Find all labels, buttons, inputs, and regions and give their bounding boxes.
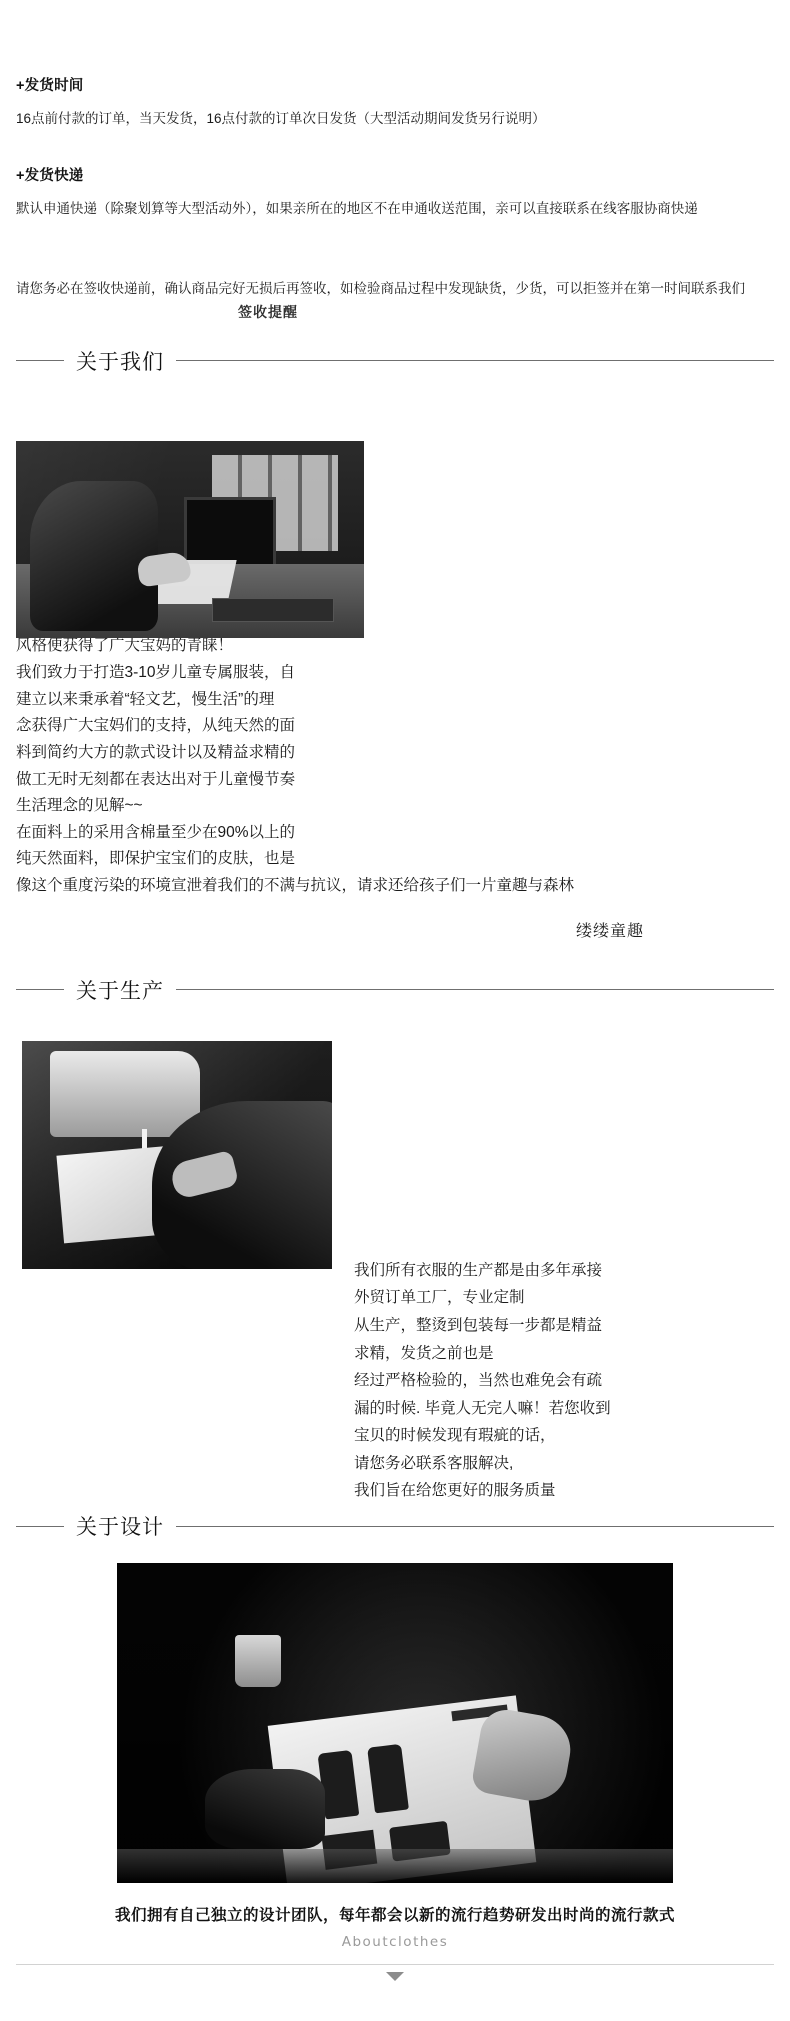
- production-line: 漏的时候. 毕竟人无完人嘛！若您收到: [354, 1399, 611, 1417]
- header-rule-right: [176, 1526, 774, 1527]
- about-us-line: 建立以来秉承着“轻文艺，慢生活”的理: [16, 690, 275, 708]
- about-us-title: 关于我们: [76, 349, 164, 374]
- spacer: [16, 220, 774, 278]
- sewing-machine-photo: [22, 1041, 332, 1269]
- office-desk-photo: [16, 441, 364, 638]
- design-caption: 我们拥有自己独立的设计团队，每年都会以新的流行趋势研发出时尚的流行款式: [114, 1907, 675, 1924]
- design-sketch-photo: [117, 1563, 673, 1883]
- scroll-down-caret[interactable]: [386, 1972, 404, 1981]
- about-us-full-line: 像这个重度污染的环境宣泄着我们的不满与抗议，请求还给孩子们一片童趣与森林: [16, 877, 575, 895]
- about-us-line: 念获得广大宝妈们的支持，从纯天然的面: [16, 717, 296, 735]
- person-arm-shape: [30, 481, 158, 631]
- production-line: 宝贝的时候发现有瑕疵的话，: [354, 1427, 556, 1445]
- shipping-info-section: [16, 0, 774, 320]
- header-rule-right: [176, 989, 774, 990]
- header-rule-left: [16, 1526, 64, 1527]
- about-us-line: 风格便获得了广大宝妈的青睐！: [16, 637, 234, 655]
- spacer: [16, 1981, 774, 2021]
- shipping-time-text: 16点前付款的订单，当天发货，16点付款的订单次日发货（大型活动期间发货另行说明）: [16, 111, 546, 126]
- bottom-divider: [16, 1964, 774, 1965]
- header-rule-left: [16, 989, 64, 990]
- production-body: [16, 1029, 774, 1505]
- design-title: 关于设计: [76, 1515, 164, 1539]
- table-edge-shape: [117, 1849, 673, 1883]
- design-header: [16, 1511, 774, 1541]
- about-us-line: 做工无时无刻都在表达出对于儿童慢节奏: [16, 770, 296, 788]
- keyboard-shape: [212, 598, 334, 622]
- spacer: [16, 130, 774, 164]
- about-us-line: 纯天然面料，即保护宝宝们的皮肤，也是: [16, 850, 296, 868]
- sewing-machine-shape: [50, 1051, 200, 1137]
- production-section: [16, 975, 774, 1505]
- production-text: [354, 1257, 774, 1505]
- production-line: 从生产，整烫到包装每一步都是精益: [354, 1316, 603, 1334]
- shipping-time-heading: +发货时间: [16, 78, 84, 94]
- header-rule-right: [176, 360, 774, 361]
- about-us-section: [16, 346, 774, 941]
- garment-sketch-shape: [367, 1744, 409, 1814]
- production-line: 请您务必联系客服解决,: [354, 1454, 514, 1472]
- production-line: 外贸订单工厂，专业定制: [354, 1289, 525, 1307]
- cup-shape: [235, 1635, 281, 1687]
- about-us-text: [16, 607, 774, 900]
- about-us-line: 生活理念的见解~~: [16, 797, 143, 815]
- production-line: 我们所有衣服的生产都是由多年承接: [354, 1261, 603, 1279]
- production-title: 关于生产: [76, 978, 164, 1003]
- sign-reminder-text: 请您务必在签收快递前，确认商品完好无损后再签收，如检验商品过程中发现缺货，少货，可以拒签并在第一时间联系我们: [16, 280, 745, 296]
- header-rule-left: [16, 360, 64, 361]
- production-header: [16, 975, 774, 1005]
- monitor-shape: [184, 497, 276, 569]
- sign-reminder-stamp: 签收提醒: [238, 303, 298, 320]
- shipping-courier-text: 默认申通快递（除聚划算等大型活动外），如果亲所在的地区不在申通收送范围，亲可以直接联系在线客服协商快递: [16, 200, 698, 216]
- designer-hand-shape: [470, 1706, 576, 1807]
- about-us-body: [16, 410, 774, 941]
- about-us-line: 我们致力于打造3-10岁儿童专属服装，自: [16, 663, 296, 681]
- production-line: 我们旨在给您更好的服务质量: [354, 1482, 556, 1500]
- shipping-courier-heading: +发货快递: [16, 167, 84, 184]
- production-line: 求精，发货之前也是: [354, 1344, 494, 1362]
- about-us-header: [16, 346, 774, 376]
- about-us-line: 在面料上的采用含棉量至少在90%以上的: [16, 823, 296, 841]
- designer-arm-shape: [205, 1769, 325, 1849]
- about-us-signature: 缕缕童趣: [575, 922, 644, 940]
- production-line: 经过严格检验的，当然也难免会有疏: [354, 1372, 603, 1390]
- sign-note-wrapper: [16, 278, 774, 320]
- about-us-line: 料到简约大方的款式设计以及精益求精的: [16, 743, 296, 761]
- design-subcaption: Aboutclothes: [341, 1934, 449, 1950]
- design-section: [16, 1511, 774, 1981]
